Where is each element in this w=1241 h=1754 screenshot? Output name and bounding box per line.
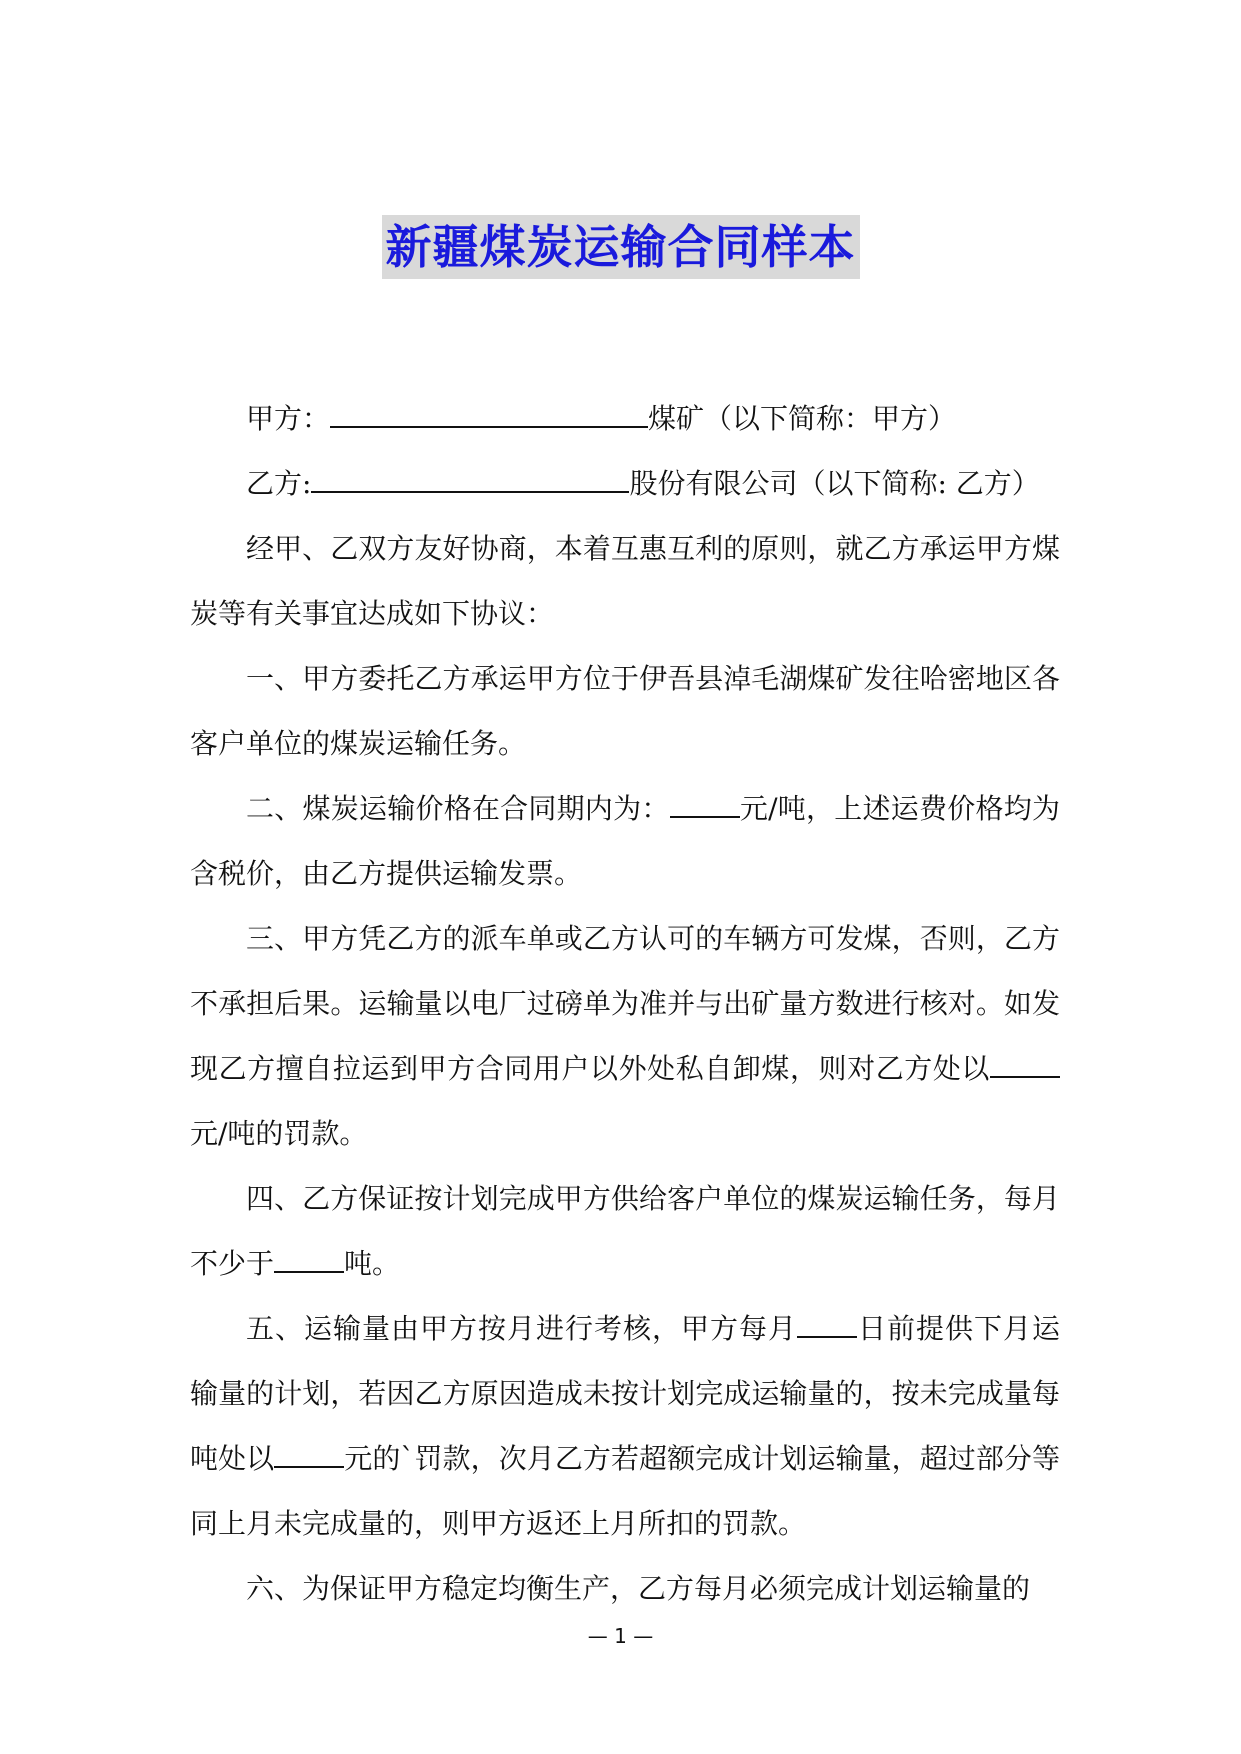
clause-2 xyxy=(190,776,1060,906)
clause-5-text-b: 日前提供下月运输量的计划，若因乙方原因造成未按计划完成运输量的，按未完成量每吨处以 xyxy=(190,1312,1060,1475)
party-a-blank xyxy=(330,398,648,428)
page-number: — 1 — xyxy=(587,1624,654,1648)
party-b-prefix: 乙方: xyxy=(246,467,312,500)
intro-paragraph: 经甲、乙双方友好协商，本着互惠互利的原则，就乙方承运甲方煤炭等有关事宜达成如下协议： xyxy=(190,532,1060,630)
clause-3-text-a: 三、甲方凭乙方的派车单或乙方认可的车辆方可发煤，否则，乙方不承担后果。运输量以电厂过磅单为准并与出矿量方数进行核对。如发现乙方擅自拉运到甲方合同用户以外处私自卸煤，则对乙方处以 xyxy=(190,922,1060,1085)
clause-3-text-b: 元/吨的罚款。 xyxy=(190,1117,368,1150)
penalty-blank xyxy=(990,1048,1060,1078)
price-blank xyxy=(670,788,740,818)
document-title: 新疆煤炭运输合同样本 xyxy=(382,215,860,279)
clause-4-text-b: 吨。 xyxy=(344,1247,401,1280)
party-a-suffix: 煤矿（以下简称：甲方） xyxy=(648,402,957,435)
document-body xyxy=(190,386,1060,1621)
party-b-line xyxy=(190,451,1060,516)
clause-4 xyxy=(190,1166,1060,1296)
party-a-prefix: 甲方： xyxy=(246,402,331,435)
party-b-blank xyxy=(311,463,629,493)
party-b-suffix: 股份有限公司（以下简称: 乙方） xyxy=(629,467,1040,500)
tonnage-blank xyxy=(274,1243,344,1273)
clause-5-text-c: 元的`罚款，次月乙方若超额完成计划运输量，超过部分等同上月未完成量的，则甲方返还上月所扣的罚款。 xyxy=(190,1442,1060,1540)
clause-4-text-a: 四、乙方保证按计划完成甲方供给客户单位的煤炭运输任务，每月不少于 xyxy=(190,1182,1060,1280)
clause-5 xyxy=(190,1296,1060,1556)
clause-2-text-a: 二、煤炭运输价格在合同期内为： xyxy=(246,792,670,825)
clause-2-text-b: 元/吨，上述运费价格均为含税价，由乙方提供运输发票。 xyxy=(190,792,1060,890)
fine-blank xyxy=(274,1438,344,1468)
day-blank xyxy=(797,1308,857,1338)
title-container xyxy=(0,215,1241,279)
clause-5-text-a: 五、运输量由甲方按月进行考核，甲方每月 xyxy=(246,1312,797,1345)
party-a-line xyxy=(190,386,1060,451)
clause-3 xyxy=(190,906,1060,1166)
clause-6: 六、为保证甲方稳定均衡生产，乙方每月必须完成计划运输量的 xyxy=(246,1572,1031,1605)
clause-1: 一、甲方委托乙方承运甲方位于伊吾县淖毛湖煤矿发往哈密地区各客户单位的煤炭运输任务。 xyxy=(190,662,1060,760)
